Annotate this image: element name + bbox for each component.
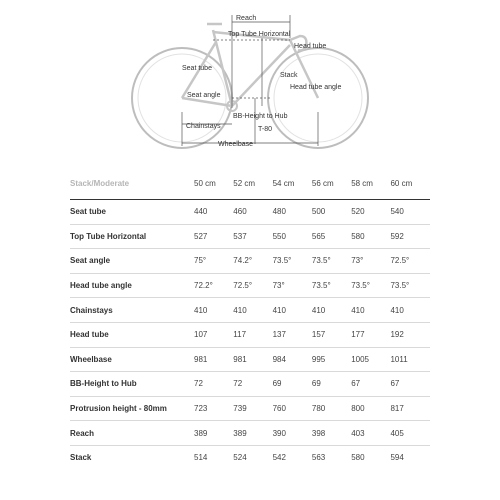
table-cell: 537 bbox=[233, 231, 247, 241]
table-cell: 527 bbox=[194, 231, 208, 241]
table-cell: 440 bbox=[194, 207, 208, 217]
table-cell: 592 bbox=[390, 231, 404, 241]
table-cell: 67 bbox=[351, 379, 361, 389]
diagram-label-stack: Stack bbox=[280, 72, 298, 79]
diagram-label-top-tube: Top Tube Horizontal bbox=[228, 31, 291, 38]
table-cell: 580 bbox=[351, 453, 365, 463]
table-row bbox=[70, 225, 430, 250]
table-cell: 137 bbox=[272, 330, 286, 340]
table-cell: 72.2° bbox=[194, 281, 213, 291]
table-cell: 67 bbox=[390, 379, 400, 389]
table-cell: 984 bbox=[272, 354, 286, 364]
table-cell: 520 bbox=[351, 207, 365, 217]
table-cell: 550 bbox=[272, 231, 286, 241]
table-cell: 73° bbox=[351, 256, 364, 266]
table-cell: 594 bbox=[390, 453, 404, 463]
table-cell: 410 bbox=[233, 305, 247, 315]
diagram-label-chainstays: Chainstays bbox=[186, 123, 221, 130]
row-label: Head tube angle bbox=[70, 281, 132, 291]
geometry-table bbox=[70, 168, 430, 470]
table-cell: 800 bbox=[351, 404, 365, 414]
diagram-label-head-tube-angle: Head tube angle bbox=[290, 84, 342, 91]
table-cell: 69 bbox=[272, 379, 282, 389]
table-cell: 1005 bbox=[351, 354, 369, 364]
row-label: Reach bbox=[70, 428, 95, 438]
table-header-label: Stack/Moderate bbox=[70, 179, 130, 188]
table-row bbox=[70, 249, 430, 274]
table-cell: 73.5° bbox=[351, 281, 370, 291]
table-row bbox=[70, 372, 430, 397]
table-cell: 981 bbox=[233, 354, 247, 364]
table-cell: 73.5° bbox=[311, 256, 331, 266]
table-cell: 480 bbox=[272, 207, 286, 217]
table-row bbox=[70, 323, 430, 348]
table-cell: 723 bbox=[194, 404, 208, 414]
diagram-label-reach: Reach bbox=[236, 15, 257, 22]
table-cell: 403 bbox=[351, 428, 365, 438]
row-label: Seat angle bbox=[70, 256, 111, 266]
table-cell: 410 bbox=[390, 305, 404, 315]
table-cell: 580 bbox=[351, 231, 365, 241]
diagram-label-seat-angle: Seat angle bbox=[187, 92, 221, 99]
table-cell: 981 bbox=[194, 354, 208, 364]
table-cell: 410 bbox=[351, 305, 365, 315]
size-header: 54 cm bbox=[272, 179, 295, 188]
size-header: 60 cm bbox=[390, 179, 413, 188]
table-cell: 192 bbox=[390, 330, 404, 340]
row-label: Top Tube Horizontal bbox=[70, 231, 147, 241]
table-cell: 69 bbox=[311, 379, 321, 389]
table-cell: 74.2° bbox=[233, 256, 253, 266]
table-row bbox=[70, 397, 430, 422]
table-cell: 157 bbox=[311, 330, 326, 340]
table-cell: 398 bbox=[311, 428, 326, 438]
table-cell: 405 bbox=[390, 428, 404, 438]
table-cell: 542 bbox=[272, 453, 286, 463]
diagram-label-t-value: T-80 bbox=[258, 126, 273, 133]
row-label: BB-Height to Hub bbox=[70, 379, 137, 389]
row-label: Protrusion height - 80mm bbox=[70, 404, 167, 414]
row-label: Wheelbase bbox=[70, 354, 112, 364]
table-cell: 563 bbox=[311, 453, 326, 463]
table-cell: 1011 bbox=[390, 354, 408, 364]
row-label: Stack bbox=[70, 453, 92, 463]
table-cell: 524 bbox=[233, 453, 247, 463]
table-cell: 739 bbox=[233, 404, 247, 414]
table-cell: 107 bbox=[194, 330, 208, 340]
table-cell: 72 bbox=[194, 379, 203, 389]
row-label: Head tube bbox=[70, 330, 109, 340]
table-cell: 72 bbox=[233, 379, 243, 389]
table-cell: 540 bbox=[390, 207, 404, 217]
table-cell: 817 bbox=[390, 404, 404, 414]
table-cell: 389 bbox=[233, 428, 247, 438]
table-cell: 460 bbox=[233, 207, 247, 217]
table-cell: 73.5° bbox=[390, 281, 410, 291]
table-row bbox=[70, 200, 430, 225]
size-header: 56 cm bbox=[311, 179, 334, 188]
table-cell: 780 bbox=[311, 404, 326, 414]
table-cell: 410 bbox=[194, 305, 208, 315]
diagram-label-seat-tube: Seat tube bbox=[182, 65, 212, 72]
table-header-row bbox=[70, 168, 430, 200]
table-cell: 500 bbox=[311, 207, 326, 217]
table-cell: 73.5° bbox=[311, 281, 331, 291]
table-row bbox=[70, 298, 430, 323]
table-cell: 565 bbox=[311, 231, 326, 241]
table-cell: 995 bbox=[311, 354, 326, 364]
bike-geometry-diagram bbox=[0, 0, 500, 160]
table-cell: 760 bbox=[272, 404, 286, 414]
table-cell: 73° bbox=[272, 281, 285, 291]
table-cell: 514 bbox=[194, 453, 208, 463]
table-row bbox=[70, 348, 430, 373]
row-label: Chainstays bbox=[70, 305, 113, 315]
size-header: 52 cm bbox=[233, 179, 256, 188]
table-row bbox=[70, 274, 430, 299]
size-header: 58 cm bbox=[351, 179, 373, 188]
diagram-label-bb-height: BB-Height to Hub bbox=[233, 113, 288, 120]
table-cell: 117 bbox=[233, 330, 247, 340]
table-cell: 389 bbox=[194, 428, 208, 438]
size-header: 50 cm bbox=[194, 179, 216, 188]
diagram-label-wheelbase: Wheelbase bbox=[218, 141, 254, 148]
row-label: Seat tube bbox=[70, 207, 107, 217]
table-row bbox=[70, 446, 430, 470]
table-cell: 73.5° bbox=[272, 256, 292, 266]
table-cell: 72.5° bbox=[233, 281, 253, 291]
table-cell: 410 bbox=[311, 305, 326, 315]
table-cell: 390 bbox=[272, 428, 286, 438]
table-cell: 75° bbox=[194, 256, 207, 266]
table-cell: 72.5° bbox=[390, 256, 410, 266]
table-cell: 177 bbox=[351, 330, 365, 340]
diagram-label-head-tube: Head tube bbox=[294, 43, 327, 50]
table-row bbox=[70, 421, 430, 446]
table-cell: 410 bbox=[272, 305, 286, 315]
table-body bbox=[70, 200, 430, 470]
